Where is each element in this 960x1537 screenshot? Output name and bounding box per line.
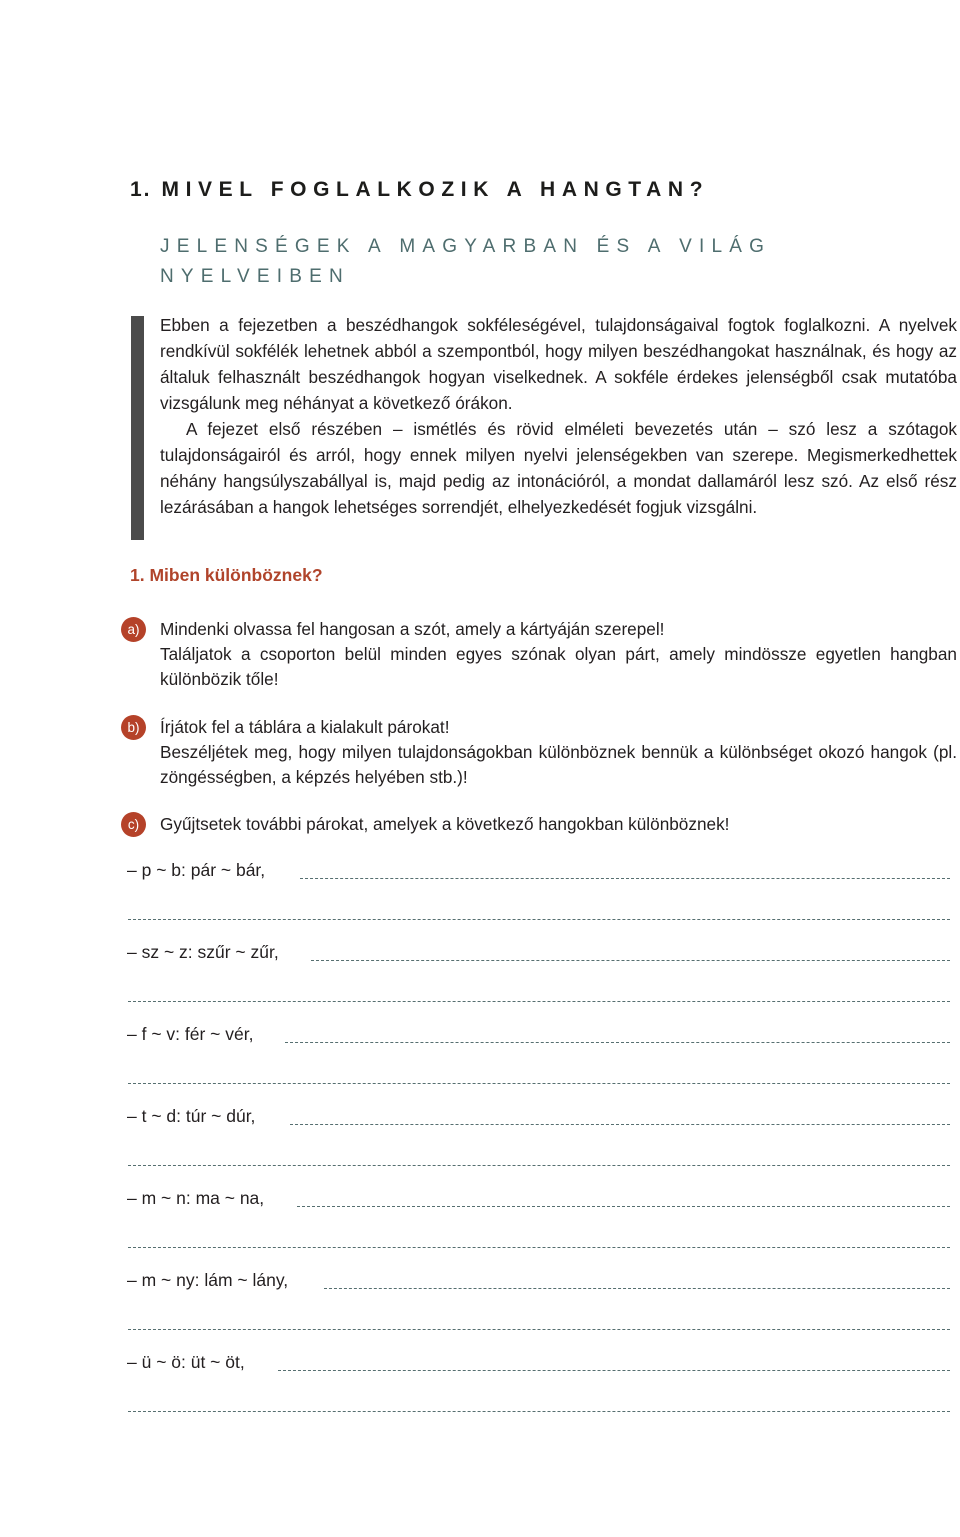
pair-label-sz-z: – sz ~ z: szűr ~ zűr, [127, 942, 279, 962]
subtitle-line-1: JELENSÉGEK A MAGYARBAN ÉS A VILÁG [160, 236, 772, 257]
answer-line-m-ny-2[interactable] [128, 1329, 950, 1330]
chapter-number: 1. [130, 178, 152, 201]
task-a-line-2: Találjatok a csoporton belül minden egyes szónak olyan párt, amely mindössze egyetlen hangban különbözik tőle! [160, 644, 957, 689]
pair-label-p-b: – p ~ b: pár ~ bár, [127, 860, 266, 880]
task-b-line-1: Írjátok fel a táblára a kialakult párokat! [160, 717, 450, 737]
answer-line-u-o-2[interactable] [128, 1411, 950, 1412]
intro-paragraph-2: A fejezet első részében – ismétlés és rövid elméleti bevezetés után – szó lesz a szótagok tulajdonságairól és arról, hogy ennek milyen nyelvi jelenségekben van szerepe. Megismerkedhettek néhány hangsúlyszabállyal is, majd pedig az intonációról, a mondat dallamáról lesz szó. Az első rész lezárásában a hangok lehetséges sorrendjét, elhelyezkedését fogjuk vizsgálni. [160, 419, 957, 517]
chapter-title-text: MIVEL FOGLALKOZIK A HANGTAN? [161, 178, 710, 201]
pair-label-m-n: – m ~ n: ma ~ na, [127, 1188, 265, 1208]
answer-line-p-b-2[interactable] [128, 919, 950, 920]
answer-line-f-v-2[interactable] [128, 1083, 950, 1084]
chapter-title [130, 178, 709, 202]
answer-line-t-d-2[interactable] [128, 1165, 950, 1166]
pair-label-t-d: – t ~ d: túr ~ dúr, [127, 1106, 256, 1126]
answer-line-m-n-1[interactable] [297, 1206, 950, 1207]
task-a-line-1: Mindenki olvassa fel hangosan a szót, amely a kártyáján szerepel! [160, 619, 665, 639]
task-b-line-2: Beszéljétek meg, hogy milyen tulajdonságokban különböznek bennük a különbséget okozó hangok (pl. zöngésségben, a képzés helyében stb.)! [160, 742, 957, 787]
task-c-badge: c) [121, 812, 146, 837]
answer-line-f-v-1[interactable] [285, 1042, 950, 1043]
answer-line-u-o-1[interactable] [278, 1370, 950, 1371]
task-c-line-1: Gyűjtsetek további párokat, amelyek a következő hangokban különböznek! [160, 814, 730, 834]
task-heading: 1. Miben különböznek? [130, 565, 323, 585]
task-a-badge: a) [121, 617, 146, 642]
task-c-text [160, 812, 957, 837]
intro-side-bar [131, 316, 144, 540]
pair-label-u-o: – ü ~ ö: üt ~ öt, [127, 1352, 245, 1372]
answer-line-m-ny-1[interactable] [324, 1288, 950, 1289]
answer-line-sz-z-2[interactable] [128, 1001, 950, 1002]
intro-text [160, 312, 957, 520]
answer-line-t-d-1[interactable] [290, 1124, 950, 1125]
task-b-text [160, 715, 957, 790]
pair-label-m-ny: – m ~ ny: lám ~ lány, [127, 1270, 289, 1290]
intro-paragraph-1: Ebben a fejezetben a beszédhangok sokféleségével, tulajdonságaival fogtok foglalkozni. A nyelvek rendkívül sokfélék lehetnek abból a szempontból, hogy milyen beszédhangokat használnak, és hogy az általuk felhasznált beszédhangok hogyan viselkednek. A sokféle érdekes jelenségből csak mutatóba vizsgálunk meg néhányat a következő órákon. [160, 315, 957, 413]
pair-label-f-v: – f ~ v: fér ~ vér, [127, 1024, 254, 1044]
task-b-badge: b) [121, 715, 146, 740]
subtitle-line-2: NYELVEIBEN [160, 266, 350, 287]
answer-line-m-n-2[interactable] [128, 1247, 950, 1248]
answer-line-p-b-1[interactable] [300, 878, 950, 879]
task-a-text [160, 617, 957, 692]
answer-line-sz-z-1[interactable] [311, 960, 950, 961]
